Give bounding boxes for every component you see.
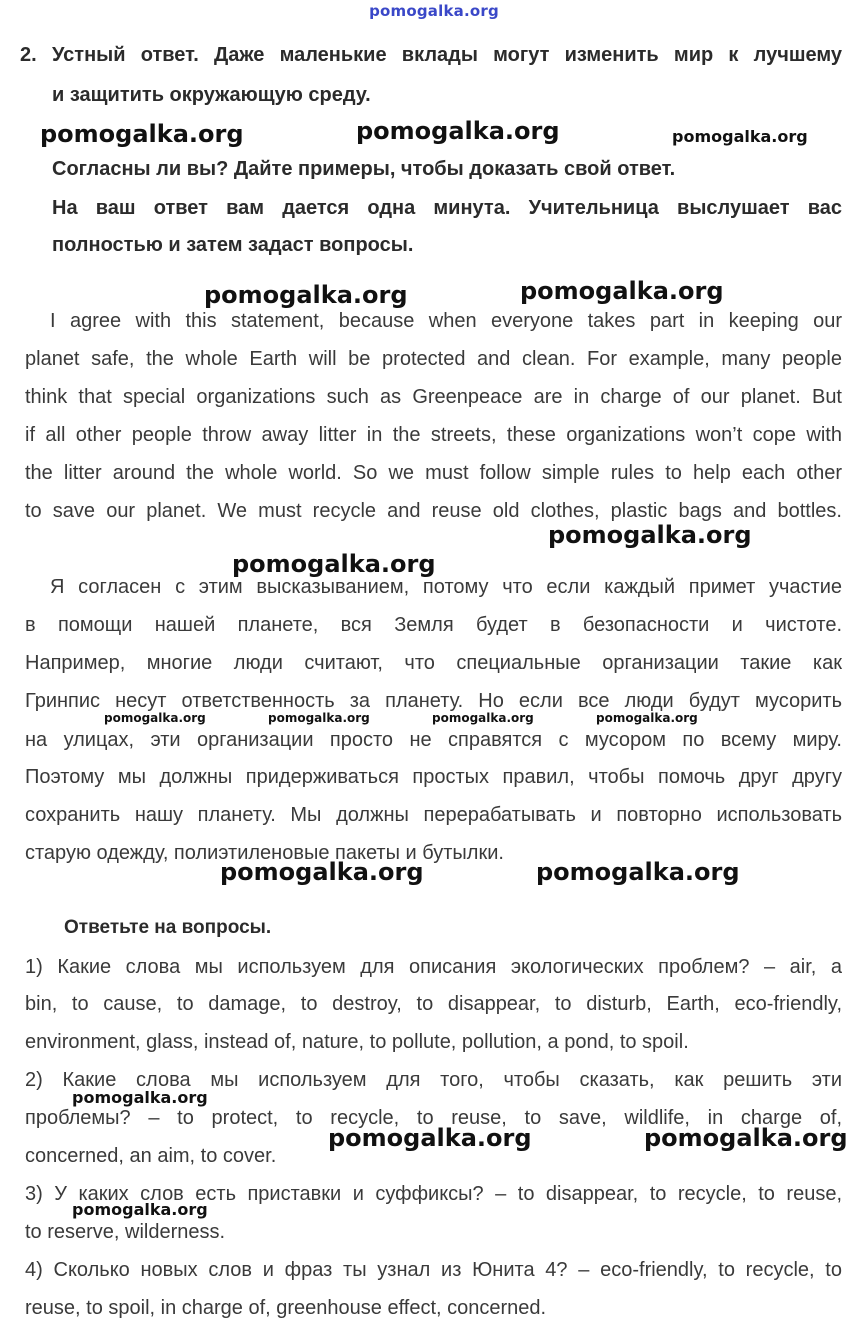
watermark: pomogalka.org xyxy=(104,711,206,725)
russian-answer-line: Гринпис несут ответственность за планету. Но если все люди будут мусорить xyxy=(25,690,842,712)
english-answer-line: to save our planet. We must recycle and reuse old clothes, plastic bags and bottles. xyxy=(25,500,842,522)
english-answer-line: planet safe, the whole Earth will be protected and clean. For example, many people xyxy=(25,348,842,370)
english-answer-line: the litter around the whole world. So we must follow simple rules to help each other xyxy=(25,462,842,484)
russian-answer-line: старую одежду, полиэтиленовые пакеты и бутылки. xyxy=(25,842,504,864)
watermark: pomogalka.org xyxy=(220,858,424,886)
question-line: to reserve, wilderness. xyxy=(25,1221,226,1243)
task-instruction-line-3: полностью и затем задаст вопросы. xyxy=(52,234,414,256)
watermark: pomogalka.org xyxy=(72,1088,208,1107)
watermark: pomogalka.org xyxy=(596,711,698,725)
russian-answer-line: сохранить нашу планету. Мы должны перерабатывать и повторно использовать xyxy=(25,804,842,826)
russian-answer-line: в помощи нашей планете, вся Земля будет в безопасности и чистоте. xyxy=(25,614,842,636)
task-title-line-1: Устный ответ. Даже маленькие вклады могут изменить мир к лучшему xyxy=(52,44,842,66)
watermark: pomogalka.org xyxy=(232,550,436,578)
watermark: pomogalka.org xyxy=(268,711,370,725)
russian-answer-line: на улицах, эти организации просто не справятся с мусором по всему миру. xyxy=(25,729,842,751)
question-line: reuse, to spoil, in charge of, greenhouse effect, concerned. xyxy=(25,1297,547,1319)
task-instruction-line-1: Согласны ли вы? Дайте примеры, чтобы доказать свой ответ. xyxy=(52,158,676,180)
watermark: pomogalka.org xyxy=(520,277,724,305)
russian-answer-line: Я согласен с этим высказыванием, потому что если каждый примет участие xyxy=(50,576,842,598)
task-instruction-line-2: На ваш ответ вам дается одна минута. Учительница выслушает вас xyxy=(52,197,842,219)
question-line: проблемы? – to protect, to recycle, to reuse, to save, wildlife, in charge of, xyxy=(25,1107,842,1129)
question-line: 3) У каких слов есть приставки и суффиксы? – to disappear, to recycle, to reuse, xyxy=(25,1183,842,1205)
question-line: environment, glass, instead of, nature, to pollute, pollution, a pond, to spoil. xyxy=(25,1031,689,1053)
english-answer-line: if all other people throw away litter in the streets, these organizations won’t cope with xyxy=(25,424,842,446)
watermark: pomogalka.org xyxy=(328,1124,532,1152)
watermark: pomogalka.org xyxy=(644,1124,848,1152)
russian-answer-line: Поэтому мы должны придерживаться простых правил, чтобы помочь друг другу xyxy=(25,766,842,788)
watermark: pomogalka.org xyxy=(356,117,560,145)
watermark: pomogalka.org xyxy=(548,521,752,549)
watermark: pomogalka.org xyxy=(204,281,408,309)
question-line: 2) Какие слова мы используем для того, чтобы сказать, как решить эти xyxy=(25,1069,842,1091)
question-line: bin, to cause, to damage, to destroy, to disappear, to disturb, Earth, eco-friendly, xyxy=(25,993,842,1015)
watermark: pomogalka.org xyxy=(432,711,534,725)
watermark: pomogalka.org xyxy=(672,127,808,146)
english-answer-line: think that special organizations such as Greenpeace are in charge of our planet. But xyxy=(25,386,842,408)
task-number: 2. xyxy=(20,44,37,66)
watermark: pomogalka.org xyxy=(536,858,740,886)
english-answer-line: I agree with this statement, because when everyone takes part in keeping our xyxy=(50,310,842,332)
question-line: 1) Какие слова мы используем для описания экологических проблем? – air, a xyxy=(25,956,842,978)
question-line: 4) Сколько новых слов и фраз ты узнал из Юнита 4? – eco-friendly, to recycle, to xyxy=(25,1259,842,1281)
watermark: pomogalka.org xyxy=(40,120,244,148)
russian-answer-line: Например, многие люди считают, что специальные организации такие как xyxy=(25,652,842,674)
question-line: concerned, an aim, to cover. xyxy=(25,1145,277,1167)
task-title-line-2: и защитить окружающую среду. xyxy=(52,84,371,106)
questions-heading: Ответьте на вопросы. xyxy=(64,917,272,938)
site-link-top[interactable]: pomogalka.org xyxy=(369,2,499,20)
watermark: pomogalka.org xyxy=(72,1200,208,1219)
